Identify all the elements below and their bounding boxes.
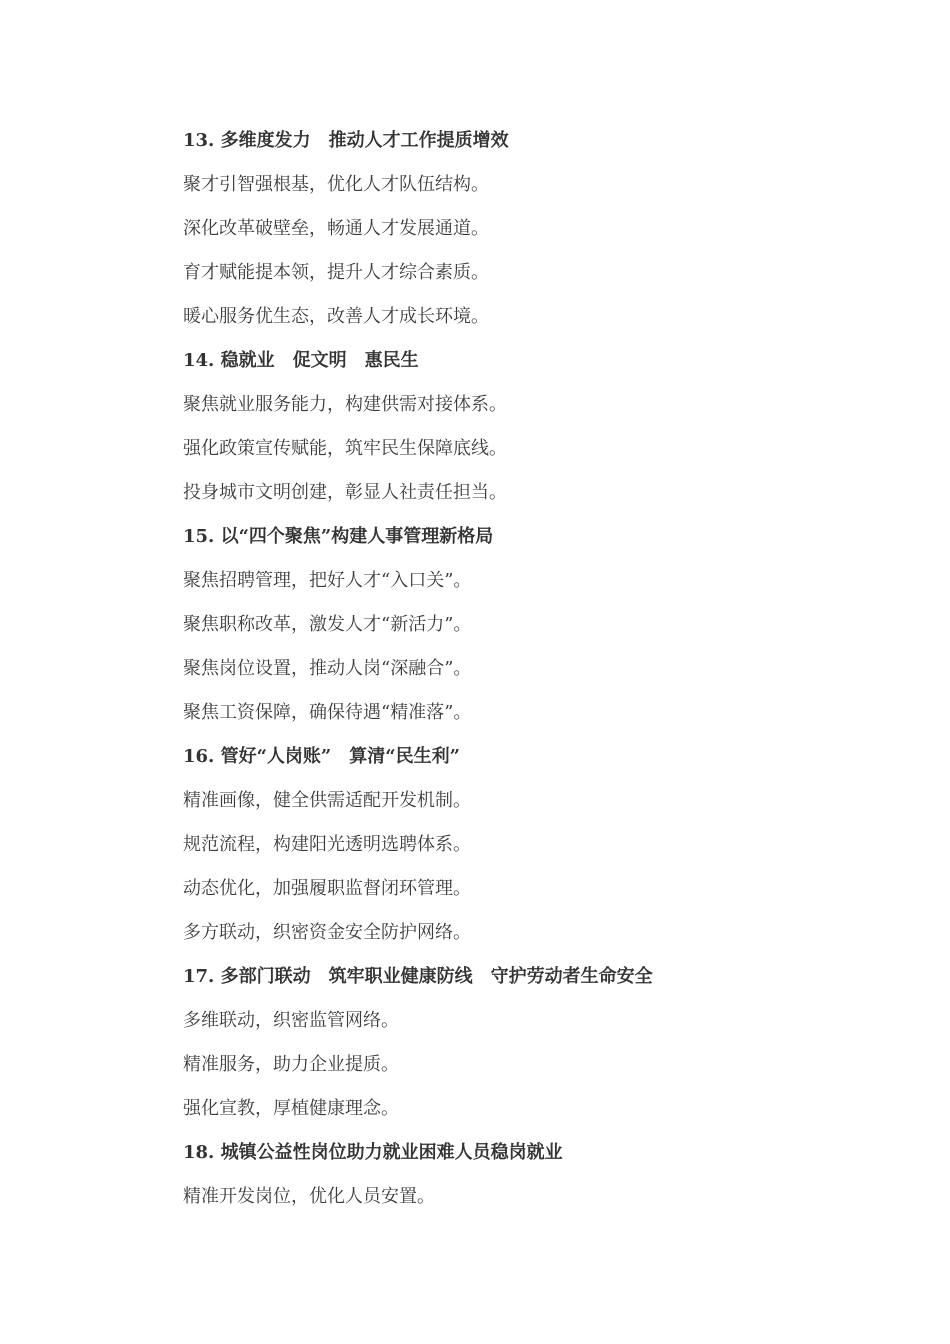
paragraph-line: 暖心服务优生态，改善人才成长环境。 (183, 306, 489, 327)
paragraph-line: 聚焦岗位设置，推动人岗“深融合”。 (183, 658, 472, 679)
section-heading-18: 18. 城镇公益性岗位助力就业困难人员稳岗就业 (183, 1142, 563, 1163)
paragraph-line: 聚焦就业服务能力，构建供需对接体系。 (183, 394, 507, 415)
paragraph-line: 多方联动，织密资金安全防护网络。 (183, 922, 471, 943)
section-heading-16: 16. 管好“人岗账” 算清“民生利” (183, 746, 460, 767)
paragraph-line: 投身城市文明创建，彰显人社责任担当。 (183, 482, 507, 503)
paragraph-line: 动态优化，加强履职监督闭环管理。 (183, 878, 471, 899)
paragraph-line: 聚焦职称改革，激发人才“新活力”。 (183, 614, 472, 635)
paragraph-line: 育才赋能提本领，提升人才综合素质。 (183, 262, 489, 283)
section-heading-13: 13. 多维度发力 推动人才工作提质增效 (183, 130, 509, 151)
paragraph-line: 深化改革破壁垒，畅通人才发展通道。 (183, 218, 489, 239)
paragraph-line: 多维联动，织密监管网络。 (183, 1010, 399, 1031)
paragraph-line: 精准服务，助力企业提质。 (183, 1054, 399, 1075)
paragraph-line: 强化宣教，厚植健康理念。 (183, 1098, 399, 1119)
paragraph-line: 聚焦招聘管理，把好人才“入口关”。 (183, 570, 472, 591)
paragraph-line: 精准开发岗位，优化人员安置。 (183, 1186, 435, 1207)
paragraph-line: 精准画像，健全供需适配开发机制。 (183, 790, 471, 811)
paragraph-line: 聚焦工资保障，确保待遇“精准落”。 (183, 702, 472, 723)
section-heading-17: 17. 多部门联动 筑牢职业健康防线 守护劳动者生命安全 (183, 966, 653, 987)
paragraph-line: 聚才引智强根基，优化人才队伍结构。 (183, 174, 489, 195)
document-body (183, 124, 883, 1224)
paragraph-line: 规范流程，构建阳光透明选聘体系。 (183, 834, 471, 855)
paragraph-line: 强化政策宣传赋能，筑牢民生保障底线。 (183, 438, 507, 459)
section-heading-14: 14. 稳就业 促文明 惠民生 (183, 350, 419, 371)
section-heading-15: 15. 以“四个聚焦”构建人事管理新格局 (183, 526, 494, 547)
